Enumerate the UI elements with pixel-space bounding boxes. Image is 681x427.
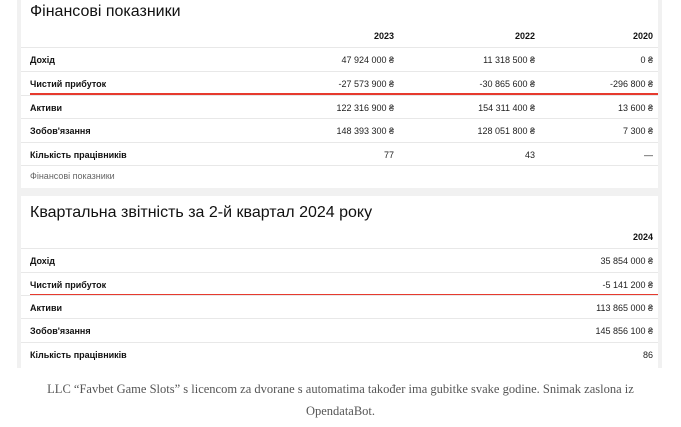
year-header: 2024 xyxy=(632,232,653,242)
row-label: Дохід xyxy=(30,55,56,65)
row-value: 86 xyxy=(642,350,653,360)
caption-line: OpendataBot. xyxy=(305,404,376,418)
quarterly-title: Квартальна звітність за 2-й квартал 2024 року xyxy=(30,204,373,221)
row-label: Кількість працівників xyxy=(30,350,127,360)
table-row xyxy=(21,47,658,72)
financials-card xyxy=(21,0,658,188)
row-value: 128 051 800 ₴ xyxy=(477,126,535,136)
row-value: 145 856 100 ₴ xyxy=(595,326,653,336)
row-label: Чистий прибуток xyxy=(30,280,107,290)
row-value: 122 316 900 ₴ xyxy=(336,103,394,113)
row-value: 154 311 400 ₴ xyxy=(478,103,535,113)
table-row xyxy=(21,248,658,273)
row-value: -27 573 900 ₴ xyxy=(338,79,394,89)
table-footnote: Фінансові показники xyxy=(30,171,115,181)
year-header: 2023 xyxy=(373,31,394,41)
table-row xyxy=(21,142,658,167)
table-row xyxy=(21,95,658,120)
row-label: Дохід xyxy=(30,256,56,266)
row-label: Активи xyxy=(30,303,63,313)
row-value: 7 300 ₴ xyxy=(622,126,653,136)
footnote-row xyxy=(21,165,658,188)
row-label: Зобов'язання xyxy=(30,326,91,336)
row-label: Активи xyxy=(30,103,63,113)
table-row xyxy=(21,318,658,343)
row-value: 47 924 000 ₴ xyxy=(341,55,394,65)
row-value: -5 141 200 ₴ xyxy=(602,280,653,290)
row-value: 77 xyxy=(383,150,394,160)
table-row xyxy=(21,295,658,320)
screenshot-panel xyxy=(17,0,662,368)
row-value: 11 318 500 ₴ xyxy=(483,55,535,65)
row-value: 35 854 000 ₴ xyxy=(600,256,653,266)
row-value: 0 ₴ xyxy=(640,55,653,65)
table-row xyxy=(21,342,658,367)
year-header: 2020 xyxy=(632,31,653,41)
row-value: -30 865 600 ₴ xyxy=(479,79,535,89)
caption-line: LLC “Favbet Game Slots” s licencom za dvorane s automatima također ima gubitke svake godine. Snimak zaslona iz xyxy=(47,382,634,396)
row-value: 43 xyxy=(524,150,535,160)
row-label: Кількість працівників xyxy=(30,150,127,160)
row-value: -296 800 ₴ xyxy=(609,79,653,89)
row-label: Чистий прибуток xyxy=(30,79,107,89)
quarterly-card xyxy=(21,196,658,368)
row-value: 148 393 300 ₴ xyxy=(336,126,394,136)
row-value: — xyxy=(644,150,653,160)
financials-header-row xyxy=(21,24,658,48)
quarterly-header-row xyxy=(21,225,658,249)
financials-title: Фінансові показники xyxy=(30,3,181,20)
year-header: 2022 xyxy=(514,31,535,41)
row-value: 13 600 ₴ xyxy=(617,103,653,113)
image-caption xyxy=(0,378,681,422)
row-value: 113 865 000 ₴ xyxy=(596,303,653,313)
table-row xyxy=(21,118,658,143)
row-label: Зобов'язання xyxy=(30,126,91,136)
